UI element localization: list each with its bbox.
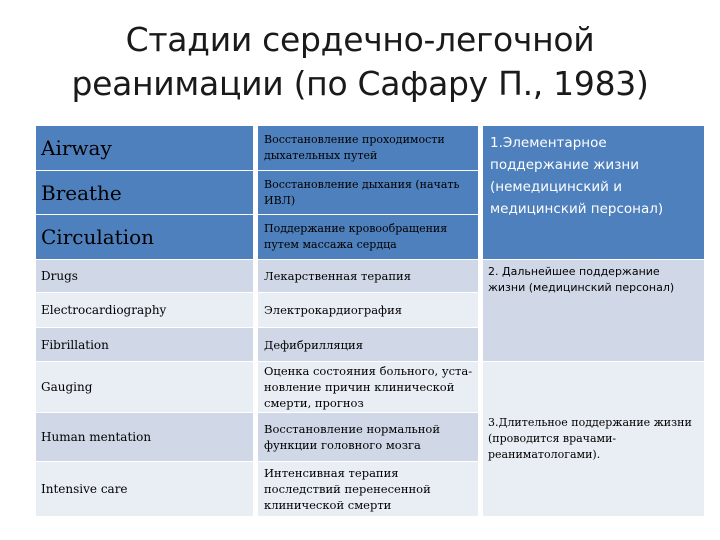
cell-text: Интенсивная терапия последствий перенесенной клинической смерти: [264, 466, 431, 512]
table-row-drugs-ru: [258, 260, 478, 292]
cell-text: Восстановление дыхания (начать ИВЛ): [264, 177, 460, 207]
table-row-fibrillation-en: [36, 328, 253, 361]
resuscitation-stages-table: [36, 126, 704, 516]
cell-text: Оценка состояния больного, уста-новление причин клинической смерти, прогноз: [264, 364, 473, 410]
stage-2-cell: [483, 260, 704, 361]
cell-text: Drugs: [41, 269, 78, 283]
cell-text: Gauging: [41, 380, 93, 394]
slide-title: [0, 18, 720, 106]
table-row-ecg-en: [36, 293, 253, 327]
cell-text: Fibrillation: [41, 337, 109, 352]
table-row-fibrillation-ru: [258, 328, 478, 361]
cell-text: Поддержание кровообращения путем массажа сердца: [264, 222, 448, 251]
table-row-circulation-ru: [258, 215, 478, 259]
table-row-ecg-ru: [258, 293, 478, 327]
table-row-gauging-ru: [258, 362, 478, 412]
table-row-intensive-care-ru: [258, 462, 478, 516]
cell-text: Лекарственная терапия: [264, 269, 411, 283]
cell-text: Electrocardiography: [41, 303, 167, 317]
stage-3-cell: [483, 362, 704, 516]
stage-1-text: 1.Элементарное поддержание жизни (немедицинский и медицинский персонал): [490, 135, 664, 217]
table-row-gauging-en: [36, 362, 253, 412]
cell-text: Airway: [41, 136, 112, 160]
table-row-airway-ru: [258, 126, 478, 170]
cell-text: Circulation: [41, 225, 155, 249]
table-row-airway-en: [36, 126, 253, 170]
table-row-breathe-ru: [258, 171, 478, 214]
table-row-breathe-en: [36, 171, 253, 214]
table-row-mentation-ru: [258, 413, 478, 461]
table-row-circulation-en: [36, 215, 253, 259]
cell-text: Intensive care: [41, 482, 128, 496]
table-row-intensive-care-en: [36, 462, 253, 516]
table-row-drugs-en: [36, 260, 253, 292]
title-line-2: реанимации (по Сафару П., 1983): [71, 64, 649, 103]
table-row-mentation-en: [36, 413, 253, 461]
cell-text: Дефибрилляция: [264, 337, 363, 352]
cell-text: Восстановление проходимости дыхательных путей: [264, 133, 445, 162]
cell-text: Breathe: [41, 180, 122, 205]
title-line-1: Стадии сердечно-легочной: [125, 20, 595, 59]
cell-text: Электрокардиография: [264, 303, 402, 317]
cell-text: Восстановление нормальной функции головного мозга: [264, 422, 441, 452]
stage-2-text: 2. Дальнейшее поддержание жизни (медицинский персонал): [488, 265, 675, 294]
cell-text: Human mentation: [41, 430, 152, 444]
stage-3-text: 3.Длительное поддержание жизни (проводится врачами-реаниматологами).: [488, 416, 692, 461]
stage-1-cell: [483, 126, 704, 259]
